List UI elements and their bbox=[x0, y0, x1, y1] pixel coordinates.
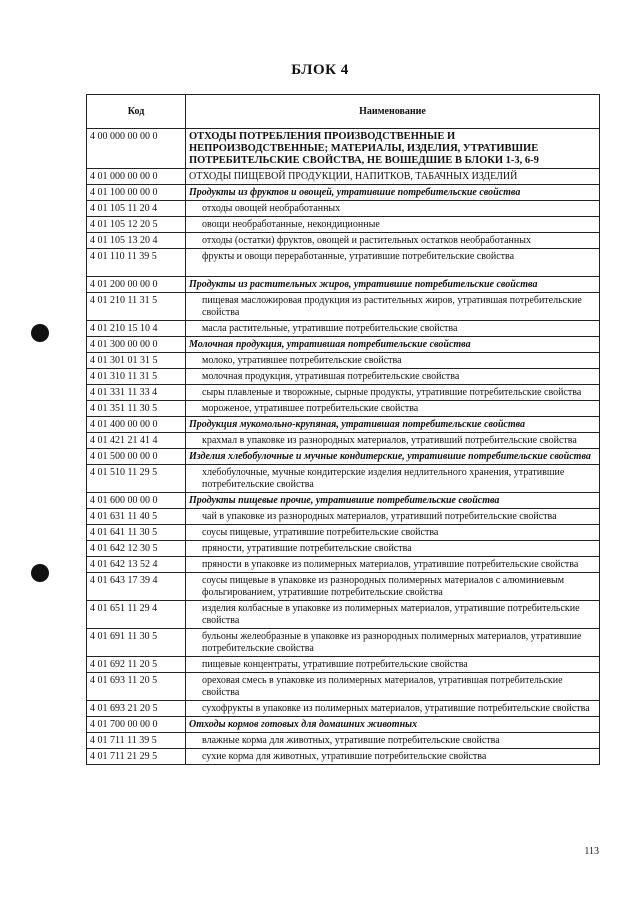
row-name: Продукты пищевые прочие, утратившие потребительские свойства bbox=[186, 493, 600, 509]
table-row bbox=[87, 557, 600, 573]
table-row bbox=[87, 629, 600, 657]
row-code: 4 01 711 21 29 5 bbox=[87, 749, 186, 765]
table-row bbox=[87, 201, 600, 217]
row-name: ОТХОДЫ ПОТРЕБЛЕНИЯ ПРОИЗВОДСТВЕННЫЕ И НЕПРОИЗВОДСТВЕННЫЕ; МАТЕРИАЛЫ, ИЗДЕЛИЯ, УТРАТИВШИЕ ПОТРЕБИТЕЛЬСКИЕ СВОЙСТВА, НЕ ВОШЕДШИЕ В БЛОКИ 1-3, 6-9 bbox=[186, 129, 600, 169]
table-row bbox=[87, 449, 600, 465]
column-header-code: Код bbox=[87, 95, 186, 129]
row-code: 4 01 642 13 52 4 bbox=[87, 557, 186, 573]
row-code: 4 01 641 11 30 5 bbox=[87, 525, 186, 541]
table-row bbox=[87, 493, 600, 509]
row-name: ОТХОДЫ ПИЩЕВОЙ ПРОДУКЦИИ, НАПИТКОВ, ТАБАЧНЫХ ИЗДЕЛИЙ bbox=[186, 169, 600, 185]
row-code: 4 01 700 00 00 0 bbox=[87, 717, 186, 733]
column-header-name: Наименование bbox=[186, 95, 600, 129]
row-code: 4 01 400 00 00 0 bbox=[87, 417, 186, 433]
table-row bbox=[87, 541, 600, 557]
row-code: 4 01 642 12 30 5 bbox=[87, 541, 186, 557]
row-code: 4 01 300 00 00 0 bbox=[87, 337, 186, 353]
waste-classifier-table bbox=[86, 94, 600, 765]
table-row bbox=[87, 733, 600, 749]
table-row bbox=[87, 337, 600, 353]
row-code: 4 01 600 00 00 0 bbox=[87, 493, 186, 509]
row-code: 4 01 693 11 20 5 bbox=[87, 673, 186, 701]
table-row bbox=[87, 249, 600, 277]
row-code: 4 01 000 00 00 0 bbox=[87, 169, 186, 185]
row-name: сухие корма для животных, утратившие потребительские свойства bbox=[186, 749, 600, 765]
row-name: сыры плавленые и творожные, сырные продукты, утратившие потребительские свойства bbox=[186, 385, 600, 401]
row-name: Отходы кормов готовых для домашних животных bbox=[186, 717, 600, 733]
row-code: 4 00 000 00 00 0 bbox=[87, 129, 186, 169]
row-name: пищевая масложировая продукция из растительных жиров, утратившая потребительские свойства bbox=[186, 293, 600, 321]
table-row bbox=[87, 701, 600, 717]
row-name: отходы (остатки) фруктов, овощей и растительных остатков необработанных bbox=[186, 233, 600, 249]
table-row bbox=[87, 465, 600, 493]
row-name: пряности, утратившие потребительские свойства bbox=[186, 541, 600, 557]
row-code: 4 01 331 11 33 4 bbox=[87, 385, 186, 401]
row-name: пряности в упаковке из полимерных материалов, утратившие потребительские свойства bbox=[186, 557, 600, 573]
row-code: 4 01 691 11 30 5 bbox=[87, 629, 186, 657]
row-code: 4 01 105 11 20 4 bbox=[87, 201, 186, 217]
table-row bbox=[87, 169, 600, 185]
row-code: 4 01 210 15 10 4 bbox=[87, 321, 186, 337]
row-name: Продукты из фруктов и овощей, утратившие потребительские свойства bbox=[186, 185, 600, 201]
row-name: хлебобулочные, мучные кондитерские изделия недлительного хранения, утратившие потребительские свойства bbox=[186, 465, 600, 493]
row-code: 4 01 200 00 00 0 bbox=[87, 277, 186, 293]
table-row bbox=[87, 673, 600, 701]
row-name: овощи необработанные, некондиционные bbox=[186, 217, 600, 233]
punch-hole-mark bbox=[31, 564, 49, 582]
row-name: Продукты из растительных жиров, утратившие потребительские свойства bbox=[186, 277, 600, 293]
row-name: отходы овощей необработанных bbox=[186, 201, 600, 217]
table-row bbox=[87, 433, 600, 449]
table-row bbox=[87, 417, 600, 433]
row-name: влажные корма для животных, утратившие потребительские свойства bbox=[186, 733, 600, 749]
row-code: 4 01 500 00 00 0 bbox=[87, 449, 186, 465]
table-row bbox=[87, 525, 600, 541]
row-code: 4 01 105 13 20 4 bbox=[87, 233, 186, 249]
table-row bbox=[87, 509, 600, 525]
row-name: мороженое, утратившее потребительские свойства bbox=[186, 401, 600, 417]
table-row bbox=[87, 277, 600, 293]
row-name: ореховая смесь в упаковке из полимерных материалов, утратившая потребительские свойства bbox=[186, 673, 600, 701]
table-row bbox=[87, 353, 600, 369]
row-name: молоко, утратившее потребительские свойства bbox=[186, 353, 600, 369]
row-code: 4 01 711 11 39 5 bbox=[87, 733, 186, 749]
table-row bbox=[87, 385, 600, 401]
row-code: 4 01 351 11 30 5 bbox=[87, 401, 186, 417]
table-row bbox=[87, 601, 600, 629]
row-code: 4 01 651 11 29 4 bbox=[87, 601, 186, 629]
table-row bbox=[87, 657, 600, 673]
page-number: 113 bbox=[584, 846, 599, 857]
row-name: крахмал в упаковке из разнородных материалов, утративший потребительские свойства bbox=[186, 433, 600, 449]
row-name: Продукция мукомольно-крупяная, утратившая потребительские свойства bbox=[186, 417, 600, 433]
row-name: пищевые концентраты, утратившие потребительские свойства bbox=[186, 657, 600, 673]
page-title: БЛОК 4 bbox=[291, 62, 349, 78]
row-code: 4 01 692 11 20 5 bbox=[87, 657, 186, 673]
row-name: чай в упаковке из разнородных материалов, утративший потребительские свойства bbox=[186, 509, 600, 525]
punch-hole-mark bbox=[31, 324, 49, 342]
table-row bbox=[87, 717, 600, 733]
table-row bbox=[87, 129, 600, 169]
row-code: 4 01 110 11 39 5 bbox=[87, 249, 186, 277]
row-name: соусы пищевые, утратившие потребительские свойства bbox=[186, 525, 600, 541]
row-name: изделия колбасные в упаковке из полимерных материалов, утратившие потребительские свойства bbox=[186, 601, 600, 629]
table-row bbox=[87, 401, 600, 417]
row-code: 4 01 301 01 31 5 bbox=[87, 353, 186, 369]
row-name: молочная продукция, утратившая потребительские свойства bbox=[186, 369, 600, 385]
table-row bbox=[87, 369, 600, 385]
row-code: 4 01 105 12 20 5 bbox=[87, 217, 186, 233]
row-code: 4 01 693 21 20 5 bbox=[87, 701, 186, 717]
row-code: 4 01 631 11 40 5 bbox=[87, 509, 186, 525]
row-name: Изделия хлебобулочные и мучные кондитерские, утратившие потребительские свойства bbox=[186, 449, 600, 465]
row-code: 4 01 100 00 00 0 bbox=[87, 185, 186, 201]
table-row bbox=[87, 749, 600, 765]
table-row bbox=[87, 217, 600, 233]
row-name: сухофрукты в упаковке из полимерных материалов, утратившие потребительские свойства bbox=[186, 701, 600, 717]
row-code: 4 01 643 17 39 4 bbox=[87, 573, 186, 601]
row-code: 4 01 510 11 29 5 bbox=[87, 465, 186, 493]
table-row bbox=[87, 321, 600, 337]
row-name: фрукты и овощи переработанные, утратившие потребительские свойства bbox=[186, 249, 600, 277]
table-row bbox=[87, 233, 600, 249]
row-name: Молочная продукция, утратившая потребительские свойства bbox=[186, 337, 600, 353]
table-row bbox=[87, 185, 600, 201]
row-code: 4 01 421 21 41 4 bbox=[87, 433, 186, 449]
row-code: 4 01 210 11 31 5 bbox=[87, 293, 186, 321]
table-body bbox=[87, 129, 600, 765]
table-header-row bbox=[87, 95, 600, 129]
row-name: бульоны желеобразные в упаковке из разнородных полимерных материалов, утратившие потребительские свойства bbox=[186, 629, 600, 657]
row-name: соусы пищевые в упаковке из разнородных полимерных материалов с алюминиевым фольгированием, утратившие потребительские свойства bbox=[186, 573, 600, 601]
table-row bbox=[87, 573, 600, 601]
row-name: масла растительные, утратившие потребительские свойства bbox=[186, 321, 600, 337]
table-row bbox=[87, 293, 600, 321]
row-code: 4 01 310 11 31 5 bbox=[87, 369, 186, 385]
